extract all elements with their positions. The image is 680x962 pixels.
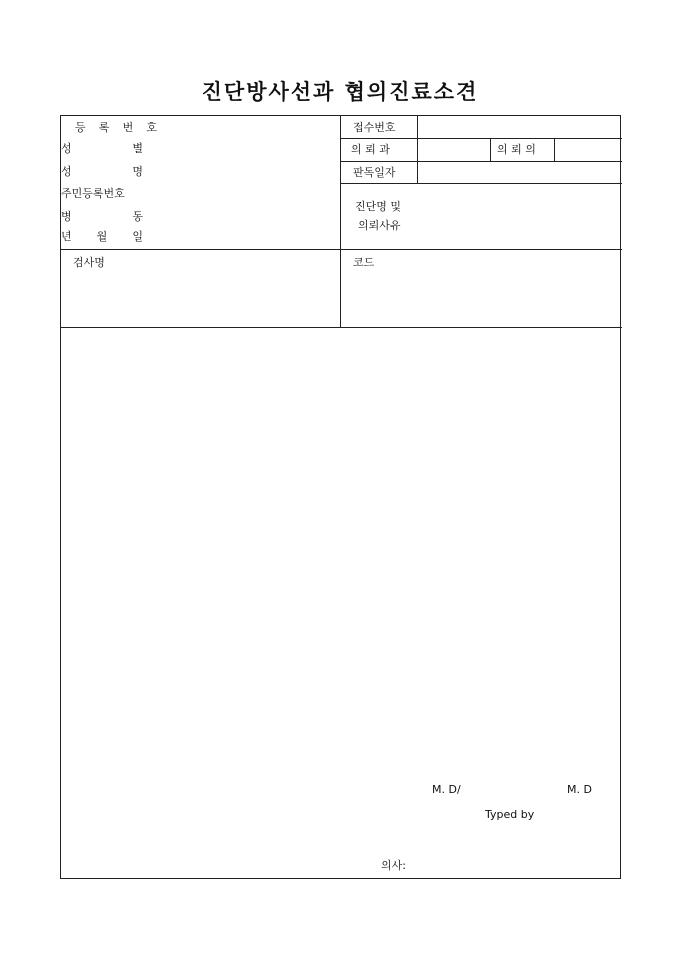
md-label-2: M. D <box>567 783 592 796</box>
code-label: 코드 <box>353 256 375 269</box>
diagnosis-label-2: 의뢰사유 <box>358 219 401 232</box>
resident-no-label: 주민등록번호 <box>61 187 125 200</box>
typed-by-label: Typed by <box>485 808 535 821</box>
doctor-label: 의사: <box>381 859 406 872</box>
header-bottom-line <box>61 249 622 250</box>
label-col-line <box>417 116 418 183</box>
consultation-form <box>60 115 621 879</box>
exam-name-label: 검사명 <box>73 256 105 269</box>
sex-label: 성 별 <box>61 142 143 155</box>
page-title: 진단방사선과 협의진료소견 <box>201 79 479 104</box>
dept-row-line <box>340 161 622 162</box>
dob-label: 년 월 일 <box>61 230 143 243</box>
req-dept-label: 의 뢰 과 <box>351 143 390 156</box>
name-label: 성 명 <box>61 165 143 178</box>
receipt-row-line <box>340 138 622 139</box>
date-row-line <box>340 183 622 184</box>
doctor-split-line <box>554 138 555 161</box>
column-divider <box>340 116 341 327</box>
req-doctor-label: 의 뢰 의 <box>497 143 536 156</box>
receipt-no-label: 접수번호 <box>353 121 396 134</box>
diagnosis-label-1: 진단명 및 <box>355 200 402 213</box>
md-label-1: M. D/ <box>432 783 461 796</box>
reg-no-label: 등 록 번 호 <box>75 121 157 134</box>
ward-label: 병 동 <box>61 210 143 223</box>
read-date-label: 판독일자 <box>353 166 396 179</box>
exam-bottom-line <box>61 327 622 328</box>
dept-split-line <box>490 138 491 161</box>
